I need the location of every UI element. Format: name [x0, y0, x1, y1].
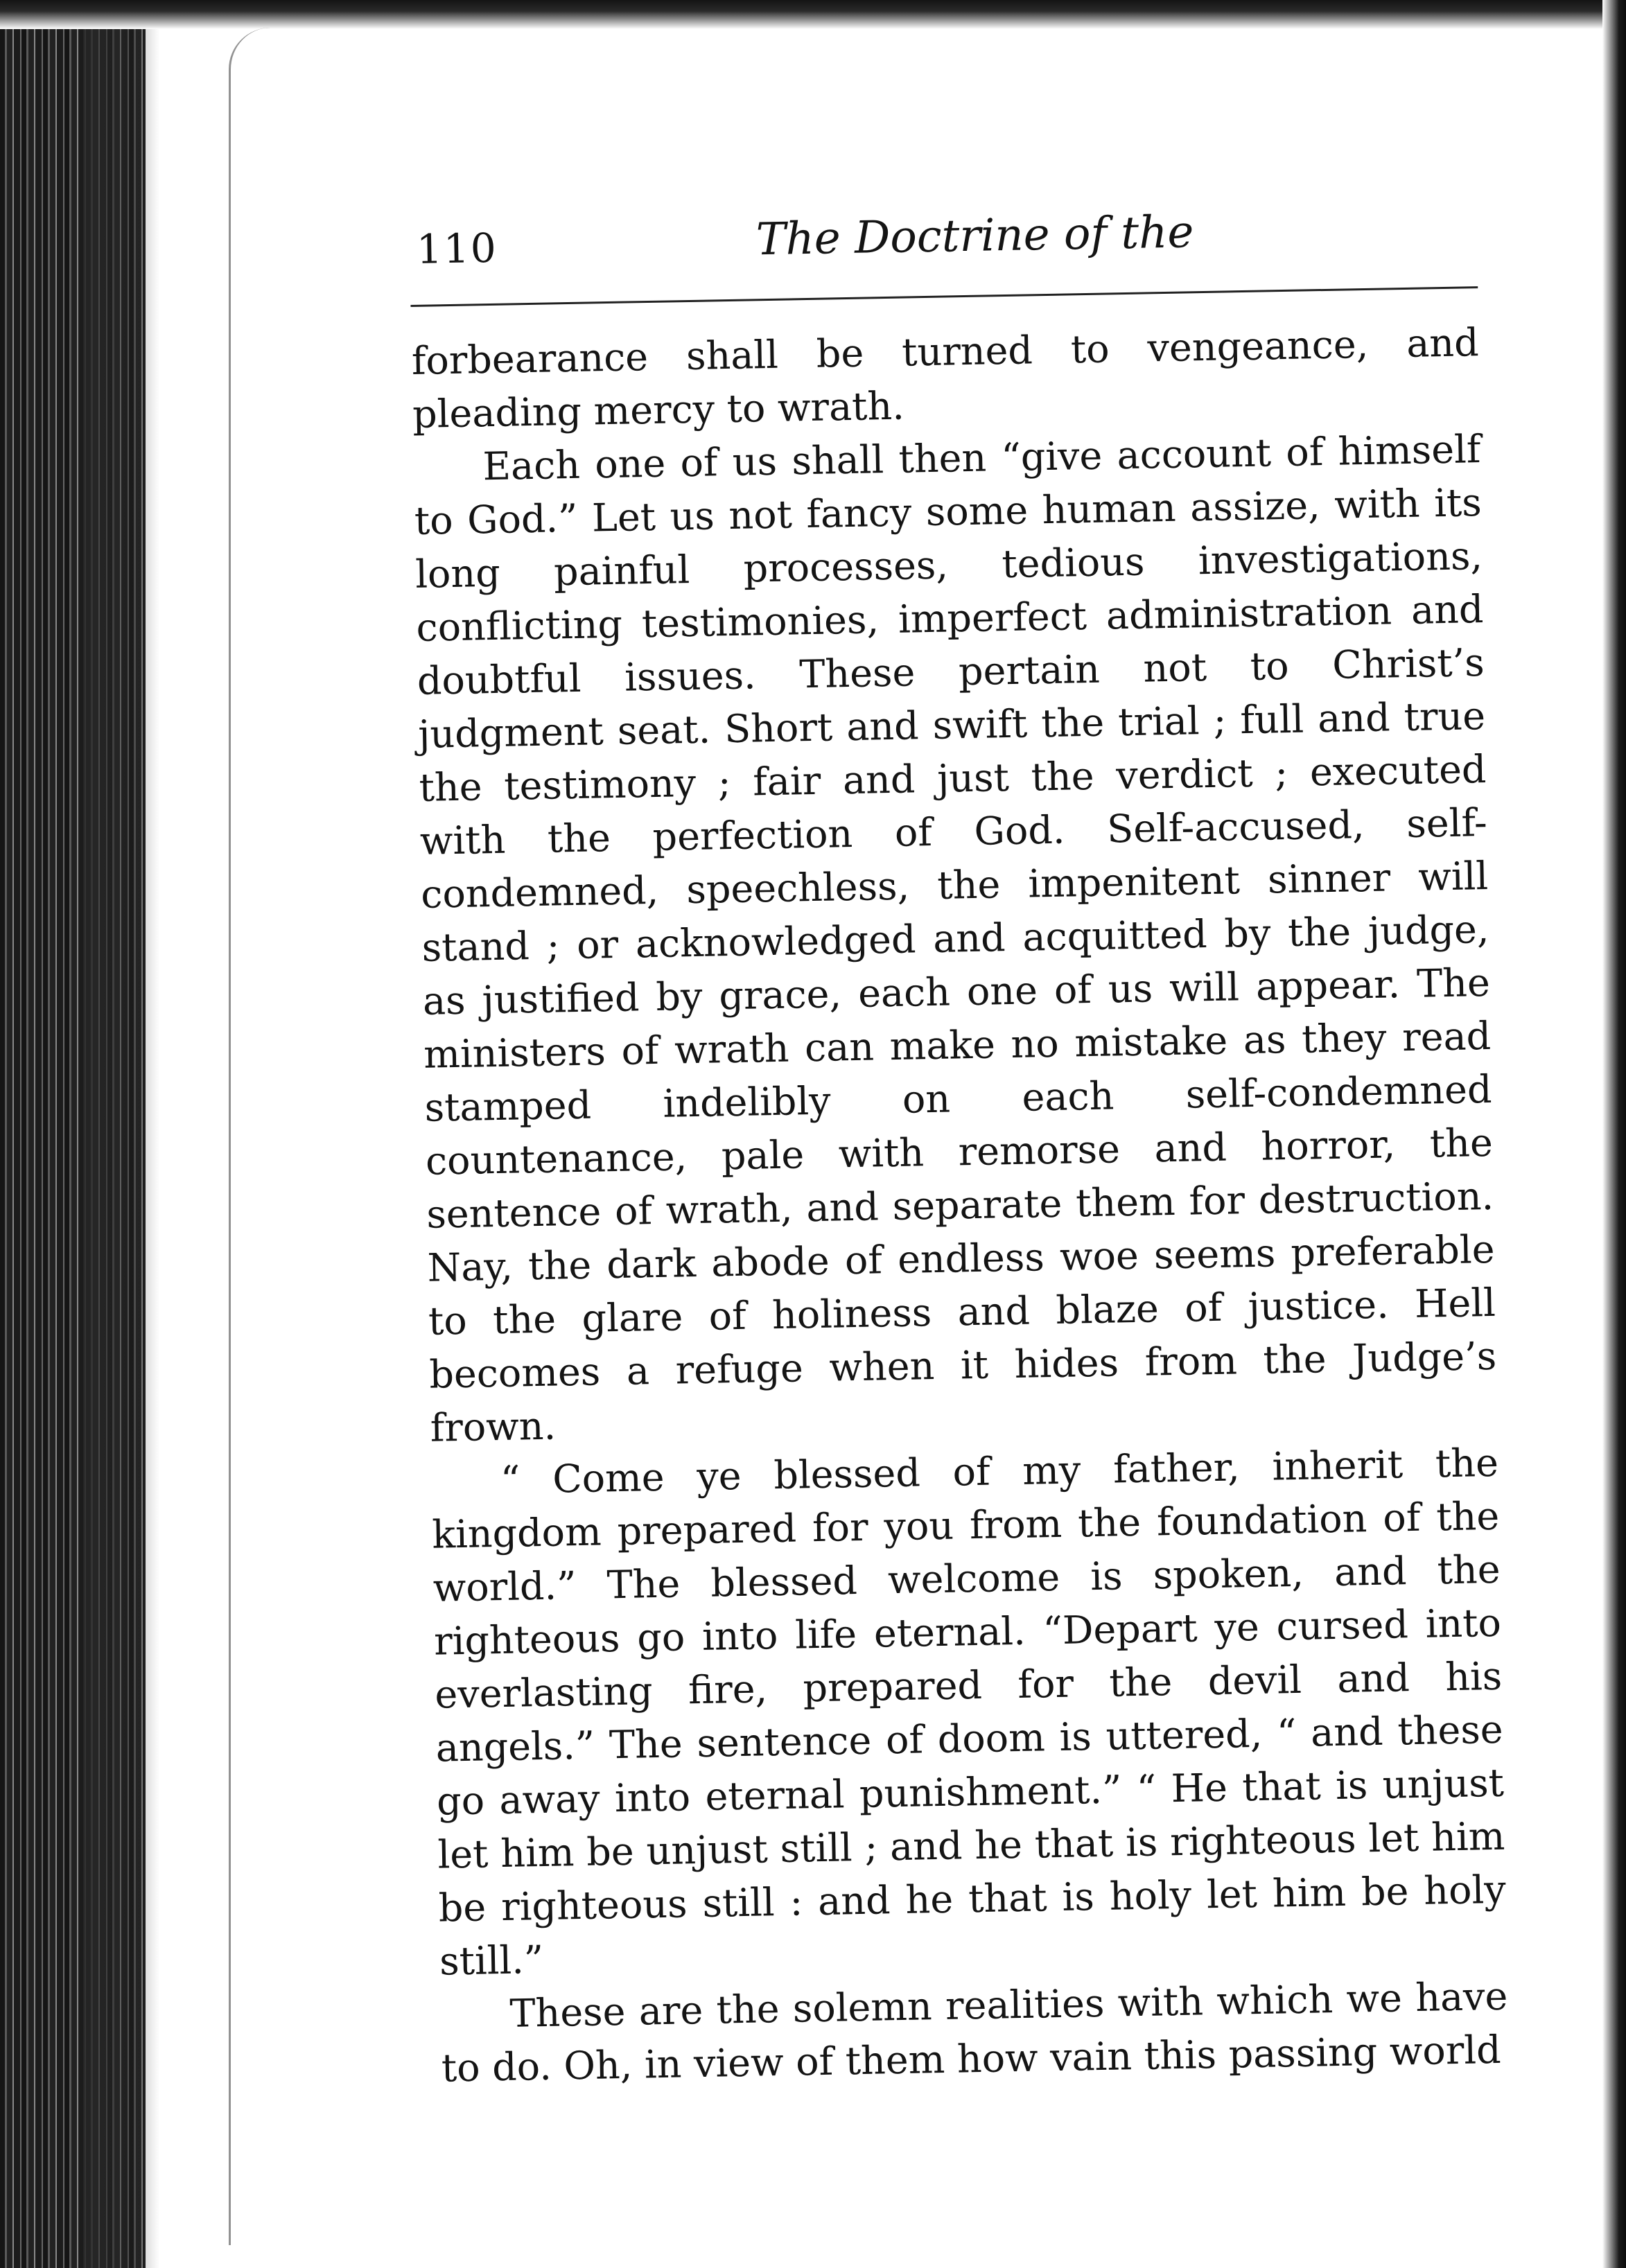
- paragraph-realities: These are the solemn realities with which we have to do. Oh, in view of them how vain this passing world: [441, 1973, 1508, 2091]
- paragraph-continued: forbearance shall be turned to vengeance, and pleading mercy to wrath.: [411, 320, 1480, 437]
- paragraph-sentence: “ Come ye blessed of my father, inherit the kingdom prepared for you from the foundation of the world.” The blessed welcome is spoken, and the righteous go into life eternal. “Depart ye cursed into everlasting fire, prepared for the devil and his angels.” The sentence of doom is uttered, “ and these go away into eternal punishment.” “ He that is unjust let him be unjust still ; and he that is righteous let him be righteous still : and he that is holy let him be holy still.”: [431, 1440, 1507, 1985]
- running-head: [409, 188, 1505, 284]
- paragraph-judgment-seat: Each one of us shall then “give account of himself to God.” Let us not fancy some human assize, with its long painful processes, tedious investigations, conflicting testimonies, imperfect administration and doubtful issues. These pertain not to Christ’s judgment seat. Short and swift the trial ; full and true the testimony ; fair and just the verdict ; executed with the perfection of God. Self-accused, self-condemned, speechless, the impenitent sinner will stand ; or acknowledged and acquitted by the judge, as justified by grace, each one of us will appear. The ministers of wrath can make no mistake as they read stamped indelibly on each self-condemned countenance, pale with remorse and horror, the sentence of wrath, and separate them for destruction. Nay, the dark abode of endless woe seems preferable to the glare of holiness and blaze of justice. Hell becomes a refuge when it hides from the Judge’s frown.: [414, 427, 1497, 1451]
- book-page: [409, 188, 1537, 2095]
- gutter-shadow: [83, 0, 159, 2268]
- page-number: 110: [416, 224, 498, 273]
- right-scan-edge: [1602, 0, 1626, 2268]
- running-title: The Doctrine of the: [755, 206, 1194, 266]
- top-scan-edge: [0, 0, 1626, 29]
- page-fold-curve: [229, 28, 279, 2245]
- header-rule: [410, 286, 1478, 307]
- body-text: [411, 316, 1509, 2095]
